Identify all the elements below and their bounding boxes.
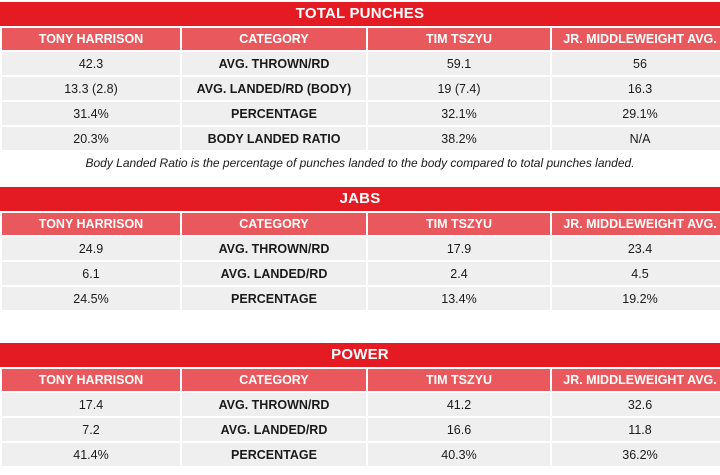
column-header-tony-harrison: TONY HARRISON [2,213,180,235]
section-jabs [0,187,720,312]
average-value: 4.5 [552,262,720,285]
category-label: BODY LANDED RATIO [182,127,366,150]
column-header-tim-tszyu: TIM TSZYU [368,213,550,235]
table-row [2,127,720,150]
tszyu-value: 38.2% [368,127,550,150]
table-row [2,393,720,416]
tszyu-value: 32.1% [368,102,550,125]
stats-table [0,26,720,152]
harrison-value: 20.3% [2,127,180,150]
table-header-row [2,213,720,235]
harrison-value: 17.4 [2,393,180,416]
category-label: AVG. LANDED/RD [182,262,366,285]
category-label: PERCENTAGE [182,287,366,310]
average-value: 56 [552,52,720,75]
table-header-row [2,28,720,50]
column-header-jr-middleweight-avg: JR. MIDDLEWEIGHT AVG. [552,213,720,235]
section-title: JABS [0,187,720,211]
category-label: AVG. THROWN/RD [182,393,366,416]
average-value: 16.3 [552,77,720,100]
column-header-tony-harrison: TONY HARRISON [2,28,180,50]
table-row [2,287,720,310]
average-value: 11.8 [552,418,720,441]
category-label: PERCENTAGE [182,102,366,125]
table-row [2,237,720,260]
stats-table [0,367,720,468]
section-title: TOTAL PUNCHES [0,2,720,26]
footnote: Body Landed Ratio is the percentage of punches landed to the body compared to total punches landed. [85,156,635,170]
tszyu-value: 17.9 [368,237,550,260]
column-header-category: CATEGORY [182,369,366,391]
category-label: AVG. THROWN/RD [182,52,366,75]
tszyu-value: 13.4% [368,287,550,310]
stats-table [0,211,720,312]
column-header-tim-tszyu: TIM TSZYU [368,28,550,50]
category-label: AVG. LANDED/RD [182,418,366,441]
harrison-value: 7.2 [2,418,180,441]
column-header-tony-harrison: TONY HARRISON [2,369,180,391]
column-header-jr-middleweight-avg: JR. MIDDLEWEIGHT AVG. [552,28,720,50]
table-row [2,52,720,75]
tszyu-value: 41.2 [368,393,550,416]
tszyu-value: 59.1 [368,52,550,75]
column-header-jr-middleweight-avg: JR. MIDDLEWEIGHT AVG. [552,369,720,391]
average-value: 36.2% [552,443,720,466]
harrison-value: 41.4% [2,443,180,466]
section-power [0,343,720,468]
harrison-value: 6.1 [2,262,180,285]
section-total-punches [0,2,720,174]
table-row [2,418,720,441]
table-header-row [2,369,720,391]
category-label: AVG. LANDED/RD (BODY) [182,77,366,100]
average-value: 29.1% [552,102,720,125]
category-label: AVG. THROWN/RD [182,237,366,260]
tszyu-value: 16.6 [368,418,550,441]
average-value: N/A [552,127,720,150]
harrison-value: 31.4% [2,102,180,125]
average-value: 19.2% [552,287,720,310]
section-title: POWER [0,343,720,367]
harrison-value: 42.3 [2,52,180,75]
average-value: 23.4 [552,237,720,260]
average-value: 32.6 [552,393,720,416]
harrison-value: 24.5% [2,287,180,310]
column-header-category: CATEGORY [182,28,366,50]
table-row [2,443,720,466]
tszyu-value: 19 (7.4) [368,77,550,100]
table-row [2,262,720,285]
harrison-value: 24.9 [2,237,180,260]
column-header-tim-tszyu: TIM TSZYU [368,369,550,391]
table-row [2,77,720,100]
column-header-category: CATEGORY [182,213,366,235]
table-row [2,102,720,125]
tszyu-value: 2.4 [368,262,550,285]
category-label: PERCENTAGE [182,443,366,466]
tszyu-value: 40.3% [368,443,550,466]
harrison-value: 13.3 (2.8) [2,77,180,100]
